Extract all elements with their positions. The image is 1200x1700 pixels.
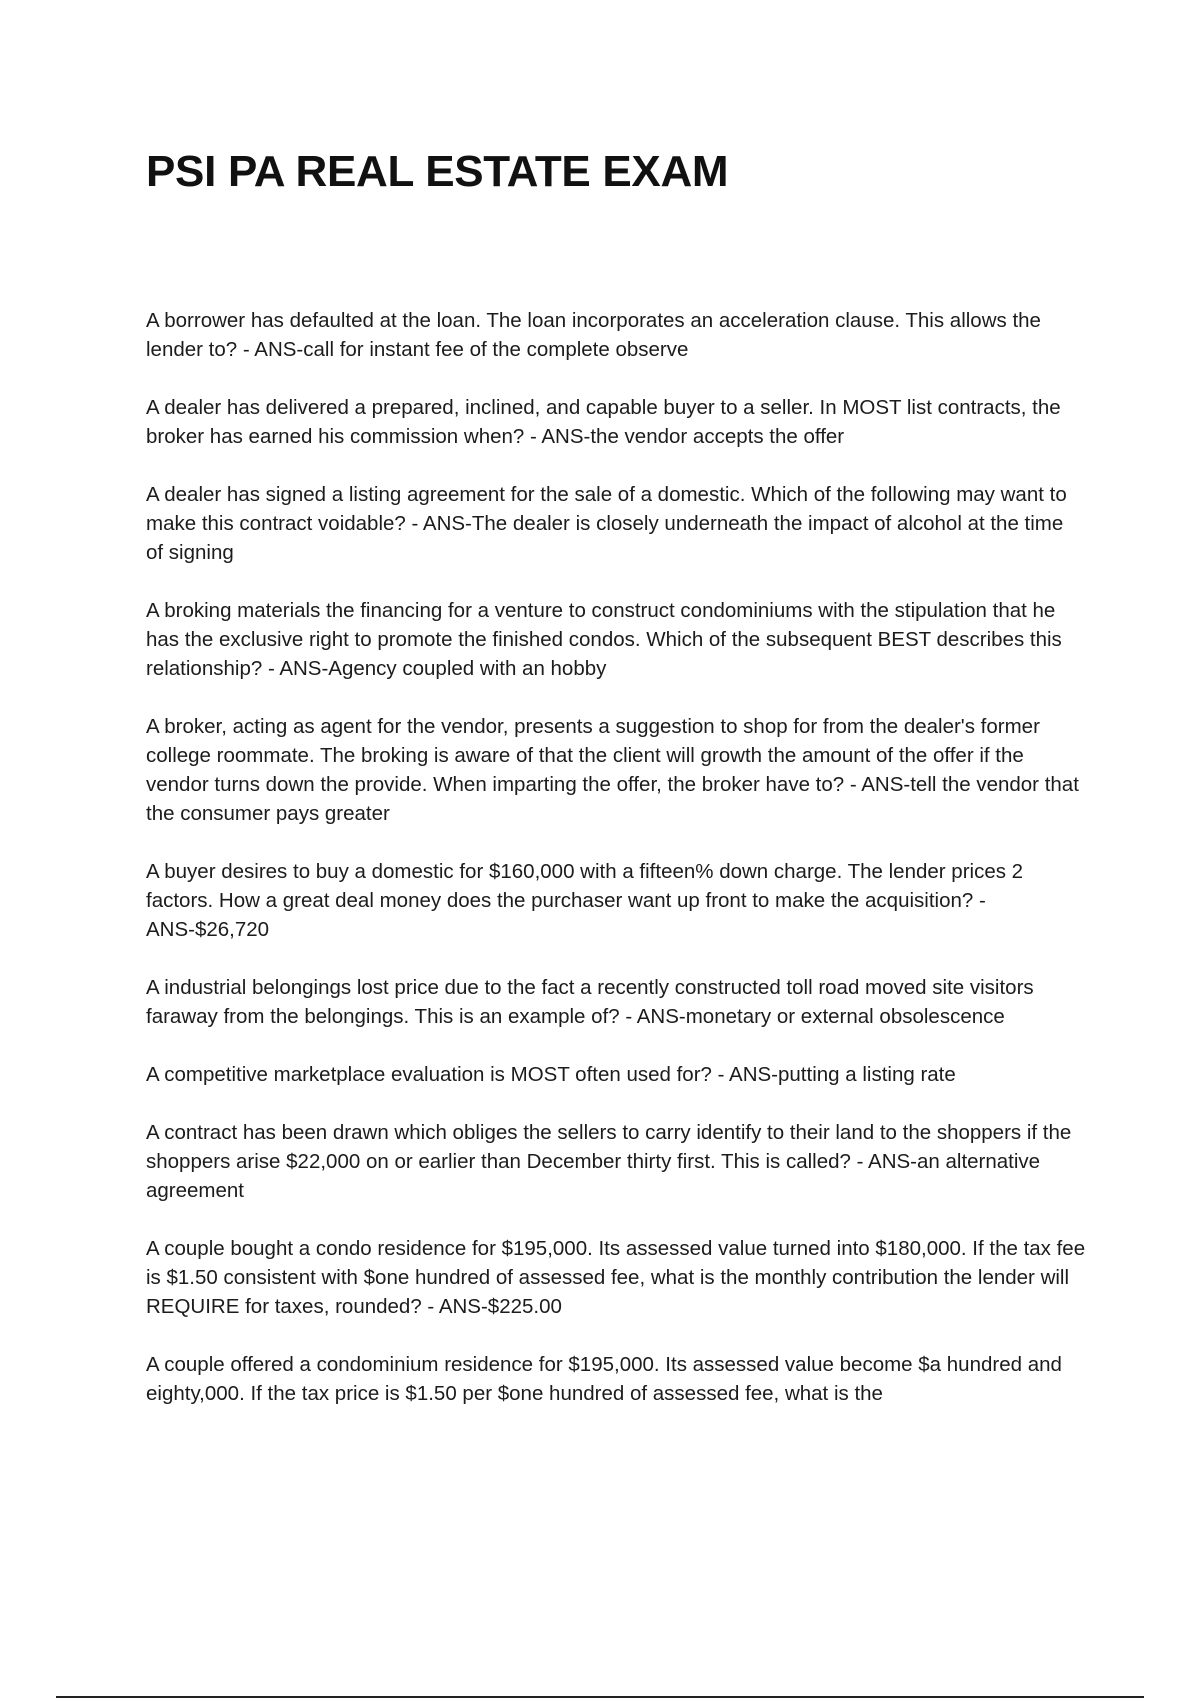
question-answer-item: A broking materials the financing for a venture to construct condominiums with the stipulation that he has the exclusive right to promote the finished condos. Which of the subsequent BEST describes this relationship? - ANS-Agency coupled with an hobby [146, 599, 1062, 680]
question-answer-item: A industrial belongings lost price due to the fact a recently constructed toll road moved site visitors faraway from the belongings. This is an example of? - ANS-monetary or external obsolescence [146, 976, 1034, 1028]
question-answer-item: A contract has been drawn which obliges the sellers to carry identify to their land to the shoppers if the shoppers arise $22,000 on or earlier than December thirty first. This is called? - ANS-an alternative agreement [146, 1121, 1072, 1202]
question-answer-item: A broker, acting as agent for the vendor, presents a suggestion to shop for from the dealer's former college roommate. The broking is aware of that the client will growth the amount of the offer if the vendor turns down the provide. When imparting the offer, the broker have to? - ANS-tell the vendor that the consumer pays greater [146, 715, 1079, 825]
question-answer-item: A competitive marketplace evaluation is MOST often used for? - ANS-putting a listing rate [146, 1063, 956, 1086]
question-answer-item: A dealer has delivered a prepared, inclined, and capable buyer to a seller. In MOST list contracts, the broker has earned his commission when? - ANS-the vendor accepts the offer [146, 396, 1061, 448]
document-title: PSI PA REAL ESTATE EXAM [146, 147, 729, 196]
question-answer-item: A couple bought a condo residence for $195,000. Its assessed value turned into $180,000. If the tax fee is $1.50 consistent with $one hundred of assessed fee, what is the monthly contribution the lender will REQUIRE for taxes, rounded? - ANS-$225.00 [146, 1237, 1086, 1318]
question-answer-item: A couple offered a condominium residence for $195,000. Its assessed value become $a hundred and eighty,000. If the tax price is $1.50 per $one hundred of assessed fee, what is the [146, 1353, 1062, 1405]
question-answer-item: A buyer desires to buy a domestic for $160,000 with a fifteen% down charge. The lender prices 2 factors. How a great deal money does the purchaser want up front to make the acquisition? - ANS-$26,720 [146, 860, 1024, 941]
question-answer-item: A dealer has signed a listing agreement for the sale of a domestic. Which of the following may want to make this contract voidable? - ANS-The dealer is closely underneath the impact of alcohol at the time of signing [146, 483, 1067, 564]
question-answer-item: A borrower has defaulted at the loan. The loan incorporates an acceleration clause. This allows the lender to? - ANS-call for instant fee of the complete observe [146, 309, 1041, 361]
page-bottom-divider [56, 1696, 1144, 1698]
question-answer-list [146, 306, 1086, 1437]
